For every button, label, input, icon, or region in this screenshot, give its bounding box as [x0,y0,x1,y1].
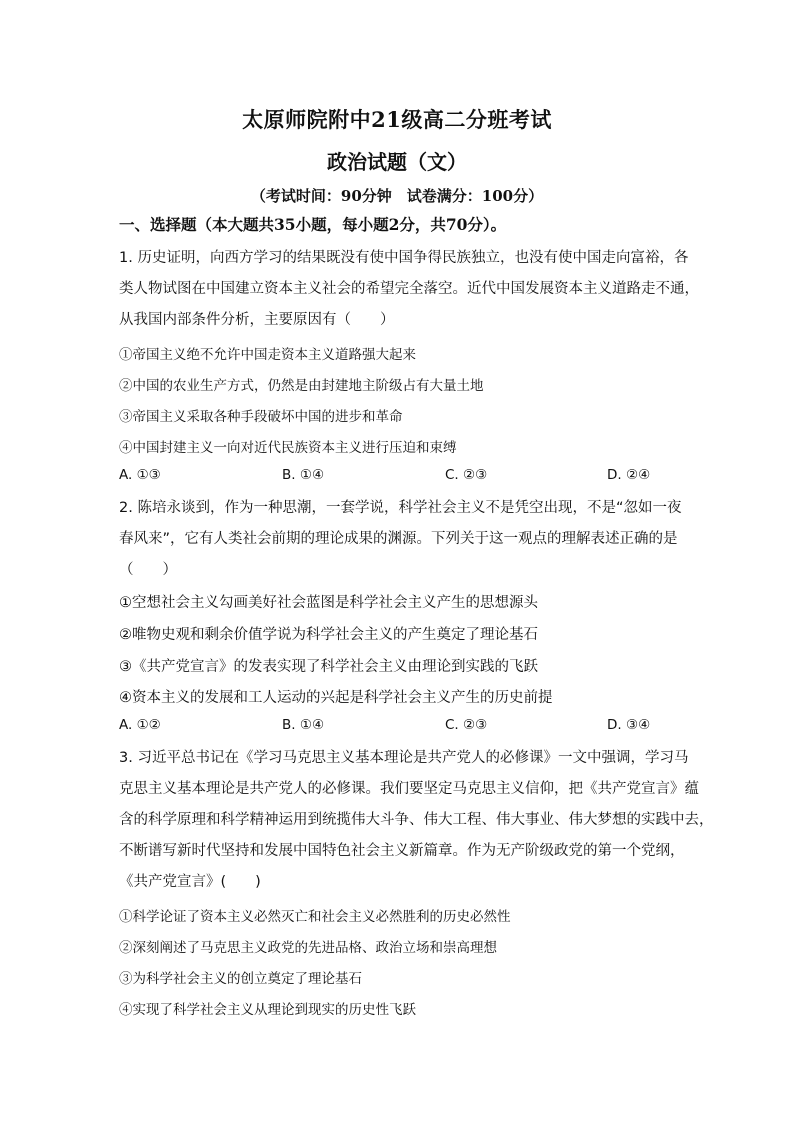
question-2-stem [119,493,682,586]
choice-d: D. ②④ [607,467,651,483]
choice-a: A. ①③ [119,467,161,483]
question-3-option-2: ②深刻阐述了马克思主义政党的先进品格、政治立场和崇高理想 [119,940,497,956]
choice-c: C. ②③ [445,717,488,733]
choice-a: A. ①② [119,717,161,733]
stem-line: （ ） [119,562,177,578]
stem-line: 含的科学原理和科学精神运用到统揽伟大斗争、伟大工程、伟大事业、伟大梦想的实践中去， [119,812,714,828]
stem-line: 春风来”，它有人类社会前期的理论成果的渊源。下列关于这一观点的理解表述正确的是 [119,531,678,547]
question-1-option-3: ③帝国主义采取各种手段破坏中国的进步和革命 [119,409,403,425]
question-3-option-3: ③为科学社会主义的创立奠定了理论基石 [119,971,362,987]
stem-line: 1. 历史证明，向西方学习的结果既没有使中国争得民族独立，也没有使中国走向富裕，各 [119,250,689,266]
question-2-option-1: ①空想社会主义勾画美好社会蓝图是科学社会主义产生的思想源头 [119,595,538,611]
question-1-option-4: ④中国封建主义一向对近代民族资本主义进行压迫和束缚 [119,440,457,456]
section-heading: 一、选择题（本大题共35小题，每小题2分，共70分）。 [119,215,507,234]
exam-title: 太原师院附中21级高二分班考试 [242,107,552,132]
question-2-option-4: ④资本主义的发展和工人运动的兴起是科学社会主义产生的历史前提 [119,690,553,706]
choice-d: D. ③④ [607,717,651,733]
exam-info: （考试时间：90分钟 试卷满分：100分） [250,187,544,205]
stem-line: 《共产党宣言》( ) [119,874,261,890]
question-1-option-2: ②中国的农业生产方式，仍然是由封建地主阶级占有大量土地 [119,378,484,394]
question-2-option-3: ③《共产党宣言》的发表实现了科学社会主义由理论到实践的飞跃 [119,659,538,675]
choice-b: B. ①④ [282,467,325,483]
question-3-stem [119,743,714,898]
stem-line: 从我国内部条件分析，主要原因有（ ） [119,312,395,328]
question-2-option-2: ②唯物史观和剩余价值学说为科学社会主义的产生奠定了理论基石 [119,627,538,643]
choice-b: B. ①④ [282,717,325,733]
stem-line: 不断谱写新时代坚持和发展中国特色社会主义新篇章。作为无产阶级政党的第一个党纲， [119,843,685,859]
question-1-stem [119,243,699,336]
question-1-option-1: ①帝国主义绝不允许中国走资本主义道路强大起来 [119,347,416,363]
stem-line: 克思主义基本理论是共产党人的必修课。我们要坚定马克思主义信仰，把《共产党宣言》蕴 [119,781,699,797]
stem-line: 3. 习近平总书记在《学习马克思主义基本理论是共产党人的必修课》一文中强调，学习马 [119,750,689,766]
stem-line: 2. 陈培永谈到，作为一种思潮，一套学说，科学社会主义不是凭空出现，不是“忽如一夜 [119,500,682,516]
exam-subtitle: 政治试题（文） [327,150,467,174]
choice-c: C. ②③ [445,467,488,483]
question-3-option-4: ④实现了科学社会主义从理论到现实的历史性飞跃 [119,1002,416,1018]
question-3-option-1: ①科学论证了资本主义必然灭亡和社会主义必然胜利的历史必然性 [119,909,511,925]
stem-line: 类人物试图在中国建立资本主义社会的希望完全落空。近代中国发展资本主义道路走不通， [119,281,699,297]
